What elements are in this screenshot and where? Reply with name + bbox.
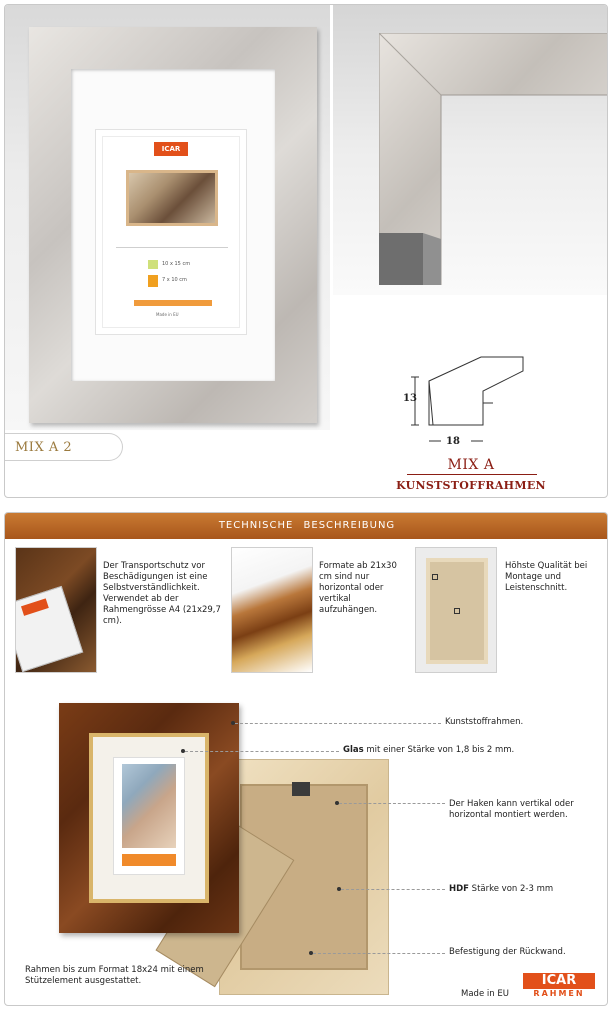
mix-tab-label: MIX A 2 (15, 440, 73, 455)
sample-photo-card (113, 757, 185, 875)
insert-script-line (116, 238, 228, 248)
icar-logo[interactable] (523, 973, 595, 999)
callout-hdf (449, 884, 553, 895)
sample-insert (95, 129, 247, 335)
icar-logo-top: ICAR (523, 973, 595, 989)
glass-text: mit einer Stärke von 1,8 bis 2 mm. (363, 745, 515, 755)
callout-fastening: Befestigung der Rückwand. (449, 947, 566, 957)
profile-height-label: 13 (403, 393, 417, 404)
sample-photo (122, 764, 176, 848)
glass-term: Glas (343, 745, 364, 755)
leader-fastening (313, 953, 445, 954)
stand-note: Rahmen bis zum Format 18x24 mit einem Stützelement ausgestattet. (25, 965, 204, 986)
description-formats: Formate ab 21x30 cm sind nur horizontal oder vertikal aufzuhängen. (319, 561, 397, 615)
callout-kunststoff: Kunststoffrahmen. (445, 717, 524, 727)
product-subtitle: KUNSTSTOFFRAHMEN (396, 479, 546, 492)
size-chip-1 (148, 260, 158, 269)
corner-photo (333, 5, 608, 295)
title-divider (407, 474, 537, 475)
technical-header: TECHNISCHE BESCHREIBUNG (5, 513, 608, 539)
frame-photo (5, 5, 330, 430)
leader-hdf (341, 889, 445, 890)
size-label-1: 10 x 15 cm (162, 261, 191, 267)
frame-mat-front (93, 737, 205, 899)
insert-logo: ICAR (154, 142, 188, 156)
mix-a2-tab[interactable] (5, 433, 123, 461)
hanger-hook (292, 782, 310, 796)
backboard-mark-1 (432, 574, 438, 580)
insert-photo (126, 170, 218, 226)
hdf-text: Stärke von 2-3 mm (468, 884, 554, 894)
protector-logo (21, 598, 49, 616)
frame-front-view (59, 703, 239, 933)
product-panel (4, 4, 608, 498)
size-label-2: 7 x 10 cm (162, 277, 187, 283)
insert-url-band (134, 300, 212, 306)
transport-protection-image (15, 547, 97, 673)
callout-glass (343, 745, 514, 756)
icar-logo-bottom: RAHMEN (533, 989, 585, 998)
leader-glass (185, 751, 339, 752)
made-in-eu: Made in EU (461, 989, 509, 999)
frame-corner-image (379, 33, 608, 285)
silver-frame-image (29, 27, 317, 423)
leader-hook (339, 803, 445, 804)
description-quality: Höhste Qualität bei Montage und Leistenschnitt. (505, 561, 588, 593)
insert-made-in: Made in EU (156, 312, 179, 317)
size-chip-2 (148, 275, 158, 287)
frame-mat (71, 69, 275, 381)
sample-photo-band (122, 854, 176, 866)
format-corner-image (231, 547, 313, 673)
product-title: MIX A (447, 457, 495, 473)
corner-protector (15, 586, 83, 672)
backboard-mark-2 (454, 608, 460, 614)
profile-width-label: 18 (446, 436, 460, 447)
leader-frame (235, 723, 441, 724)
backboard-image (415, 547, 497, 673)
technical-panel (4, 512, 608, 1006)
description-transport: Der Transportschutz vor Beschädigungen ist eine Selbstverständlichkeit. Verwendet ab der Rahmengrösse A4 (21x29,7 cm). (103, 561, 221, 626)
hdf-term: HDF (449, 884, 469, 894)
callout-hook: Der Haken kann vertikal oder horizontal montiert werden. (449, 799, 574, 820)
